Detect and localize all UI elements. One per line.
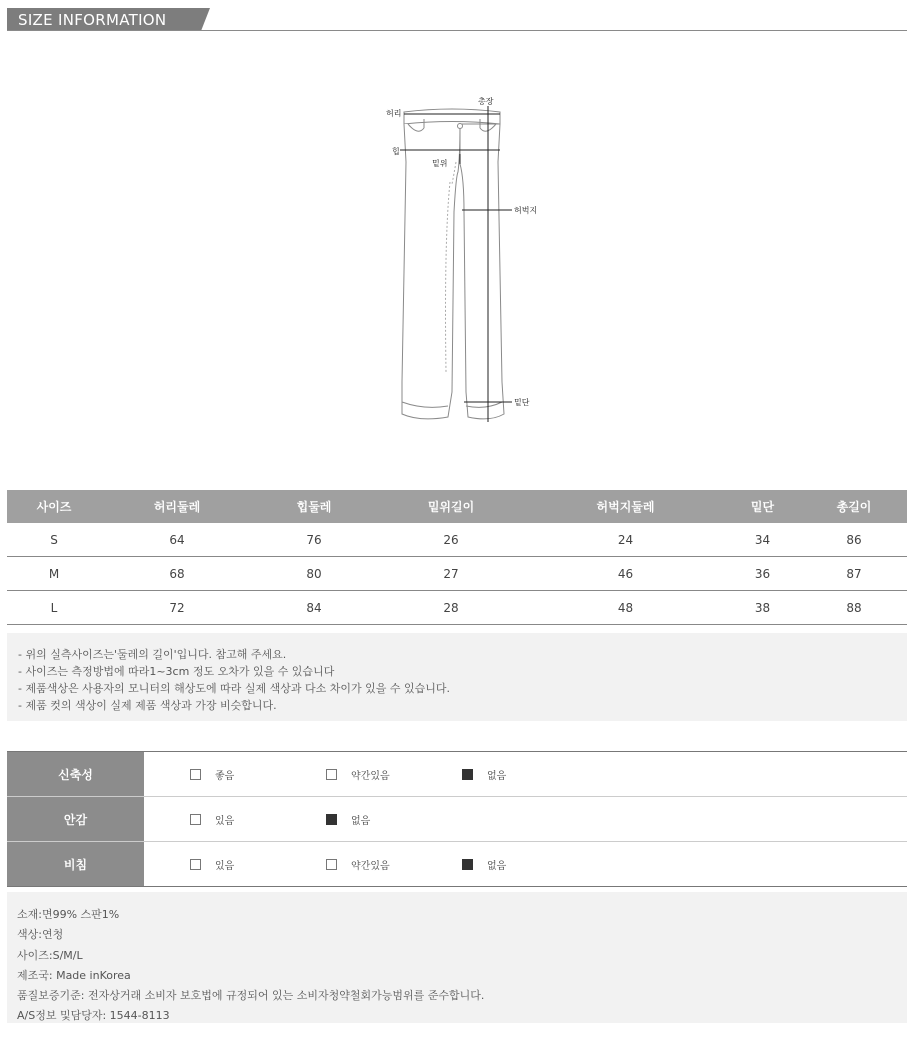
fabric-properties-table [7, 751, 907, 887]
cell-thigh: 46 [527, 557, 724, 591]
cell-rise: 28 [375, 591, 527, 625]
property-row-sheerness [7, 842, 907, 887]
checkbox-checked[interactable] [462, 769, 473, 780]
label-hem: 밑단 [514, 398, 530, 407]
option-sheer-yes[interactable] [190, 857, 234, 872]
note-line: - 사이즈는 측정방법에 따라1~3cm 정도 오차가 있을 수 있습니다 [18, 665, 335, 678]
option-label: 있음 [215, 861, 235, 872]
checkbox-checked[interactable] [462, 859, 473, 870]
cell-hip: 76 [253, 523, 375, 557]
property-label: 비침 [7, 842, 144, 887]
cell-waist: 68 [101, 557, 253, 591]
cell-hip: 80 [253, 557, 375, 591]
cell-hip: 84 [253, 591, 375, 625]
property-label: 신축성 [7, 752, 144, 797]
checkbox[interactable] [190, 769, 201, 780]
size-table [7, 490, 907, 625]
option-sheer-slight[interactable] [326, 857, 390, 872]
header-waist: 허리둘레 [101, 490, 253, 523]
section-header [7, 8, 907, 32]
note-line: - 제품색상은 사용자의 모니터의 해상도에 따라 실제 색상과 다소 차이가 있을 수 있습니다. [18, 682, 450, 695]
note-line: - 위의 실측사이즈는'둘레의 길이'입니다. 참고해 주세요. [18, 648, 287, 661]
label-rise: 밑위 [432, 159, 448, 168]
option-label: 좋음 [215, 771, 235, 782]
cell-total-length: 87 [801, 557, 907, 591]
size-notes [7, 633, 907, 721]
pants-left-leg [402, 124, 460, 419]
cell-thigh: 24 [527, 523, 724, 557]
header-rise: 밑위길이 [375, 490, 527, 523]
option-stretch-none[interactable] [462, 767, 506, 782]
note-line: - 제품 컷의 색상이 실제 제품 색상과 가장 비슷합니다. [18, 699, 277, 712]
checkbox[interactable] [190, 859, 201, 870]
label-hip: 힙 [392, 147, 400, 156]
option-label: 약간있음 [351, 771, 390, 782]
info-line-warranty: 품질보증기준: 전자상거래 소비자 보호법에 규정되어 있는 소비자청약철회가능범위를 준수합니다. [17, 989, 485, 1003]
cell-waist: 72 [101, 591, 253, 625]
property-row-stretch [7, 752, 907, 797]
header-rule [7, 30, 907, 31]
table-row [7, 523, 907, 557]
label-total-length: 총장 [478, 97, 494, 106]
cell-size: L [7, 591, 101, 625]
cell-size: M [7, 557, 101, 591]
cell-rise: 27 [375, 557, 527, 591]
info-line-size: 사이즈:S/M/L [17, 948, 83, 962]
cell-hem: 36 [724, 557, 801, 591]
cell-thigh: 48 [527, 591, 724, 625]
size-table-header-row [7, 490, 907, 523]
label-thigh: 허벅지 [514, 206, 538, 215]
header-thigh: 허벅지둘레 [527, 490, 724, 523]
option-label: 없음 [487, 861, 507, 872]
pants-measurement-diagram [372, 92, 552, 428]
table-row [7, 557, 907, 591]
property-label: 안감 [7, 797, 144, 842]
pants-waistband [404, 109, 500, 124]
property-row-lining [7, 797, 907, 842]
label-waist: 허리 [386, 109, 402, 118]
header-hip: 힙둘레 [253, 490, 375, 523]
option-label: 없음 [351, 816, 371, 827]
section-title: SIZE INFORMATION [7, 8, 201, 31]
info-line-as-contact: A/S정보 및담당자: 1544-8113 [17, 1009, 170, 1023]
option-label: 있음 [215, 816, 235, 827]
info-line-color: 색상:연청 [17, 928, 64, 942]
cell-rise: 26 [375, 523, 527, 557]
header-tab-slant [201, 8, 210, 31]
cell-hem: 34 [724, 523, 801, 557]
pants-right-leg [460, 124, 504, 419]
cell-total-length: 88 [801, 591, 907, 625]
cell-total-length: 86 [801, 523, 907, 557]
header-size: 사이즈 [7, 490, 101, 523]
option-label: 약간있음 [351, 861, 390, 872]
product-info [7, 892, 907, 1023]
header-total-length: 총길이 [801, 490, 907, 523]
checkbox[interactable] [190, 814, 201, 825]
cell-hem: 38 [724, 591, 801, 625]
option-label: 없음 [487, 771, 507, 782]
option-stretch-slight[interactable] [326, 767, 390, 782]
cell-waist: 64 [101, 523, 253, 557]
checkbox[interactable] [326, 859, 337, 870]
info-line-material: 소재:면99% 스판1% [17, 908, 120, 921]
info-line-origin: 제조국: Made inKorea [17, 968, 131, 982]
cell-size: S [7, 523, 101, 557]
option-lining-no[interactable] [326, 812, 370, 827]
header-hem: 밑단 [724, 490, 801, 523]
option-stretch-good[interactable] [190, 767, 234, 782]
option-sheer-none[interactable] [462, 857, 506, 872]
option-lining-yes[interactable] [190, 812, 234, 827]
table-row [7, 591, 907, 625]
checkbox-checked[interactable] [326, 814, 337, 825]
checkbox[interactable] [326, 769, 337, 780]
